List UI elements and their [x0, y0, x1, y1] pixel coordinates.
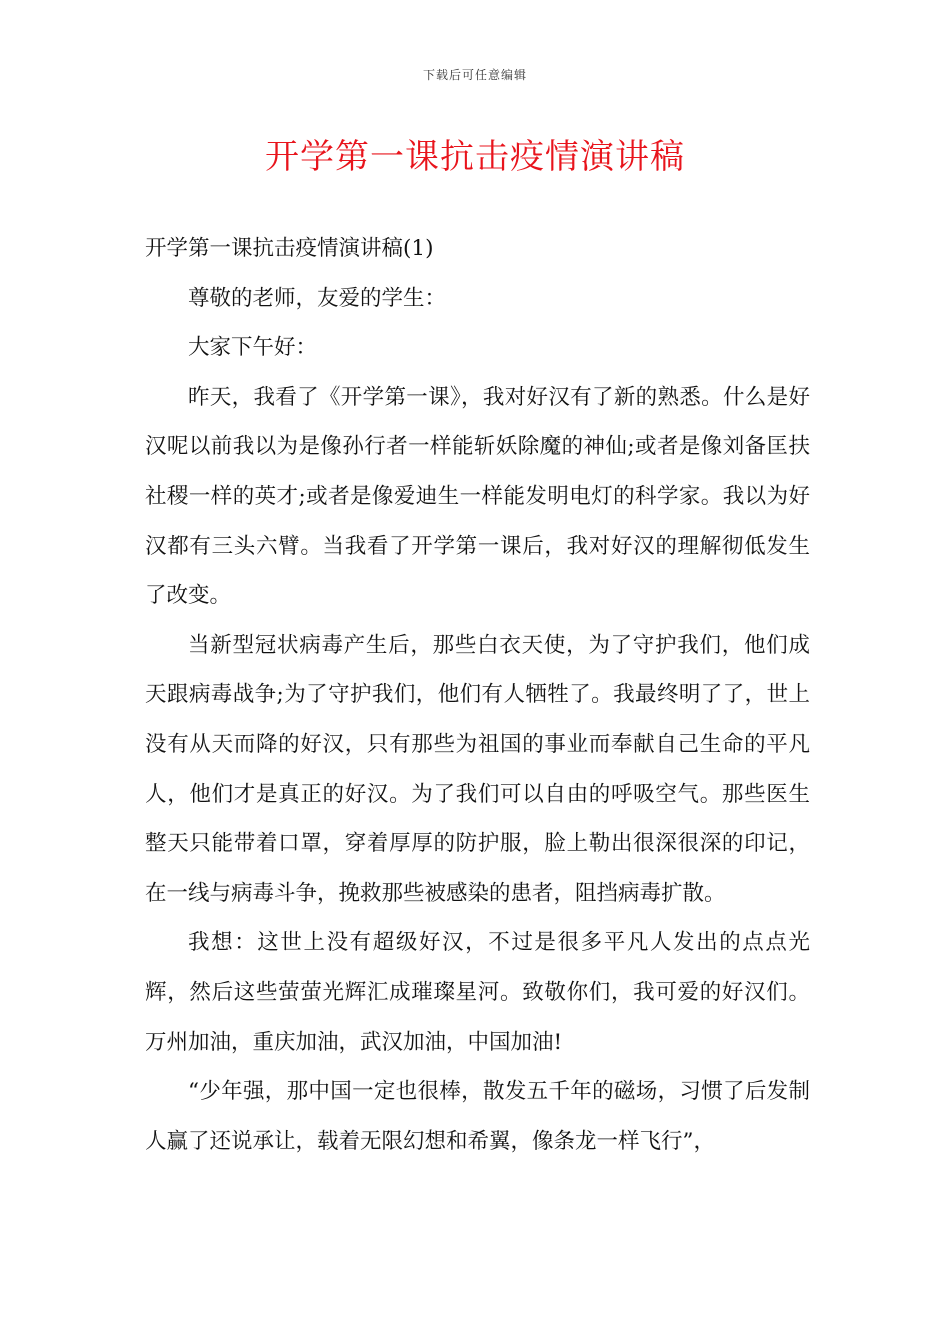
header-note: 下载后可任意编辑 — [422, 68, 527, 82]
document-title: 开学第一课抗击疫情演讲稿 — [265, 137, 685, 177]
paragraph-1: 昨天，我看了《开学第一课》，我对好汉有了新的熟悉。什么是好汉呢以前我以为是像孙行者一样能斩妖除魔的神仙;或者是像刘备匡扶社稷一样的英才;或者是像爱迪生一样能发明电灯的科学家。我以为好汉都有三头六臂。当我看了开学第一课后，我对好汉的理解彻低发生了改变。 — [145, 384, 810, 609]
paragraph-salutation: 大家下午好： — [188, 335, 318, 361]
paragraph-3: 我想：这世上没有超级好汉，不过是很多平凡人发出的点点光辉，然后这些萤萤光辉汇成璀璨星河。致敬你们，我可爱的好汉们。万州加油，重庆加油，武汉加油，中国加油! — [145, 930, 810, 1055]
paragraph-2: 当新型冠状病毒产生后，那些白衣天使，为了守护我们，他们成天跟病毒战争;为了守护我们，他们有人牺牲了。我最终明了了，世上没有从天而降的好汉，只有那些为祖国的事业而奉献自己生命的平凡人，他们才是真正的好汉。为了我们可以自由的呼吸空气。那些医生整天只能带着口罩，穿着厚厚的防护服，脸上勒出很深很深的印记，在一线与病毒斗争，挽救那些被感染的患者，阻挡病毒扩散。 — [145, 632, 810, 906]
document-subtitle: 开学第一课抗击疫情演讲稿(1) — [145, 236, 434, 261]
paragraph-greeting: 尊敬的老师，友爱的学生： — [188, 285, 447, 311]
paragraph-4: “少年强，那中国一定也很棒，散发五千年的磁场，习惯了后发制人赢了还说承让，载着无限幻想和希翼，像条龙一样飞行”， — [145, 1079, 810, 1154]
document-body — [145, 224, 810, 1166]
